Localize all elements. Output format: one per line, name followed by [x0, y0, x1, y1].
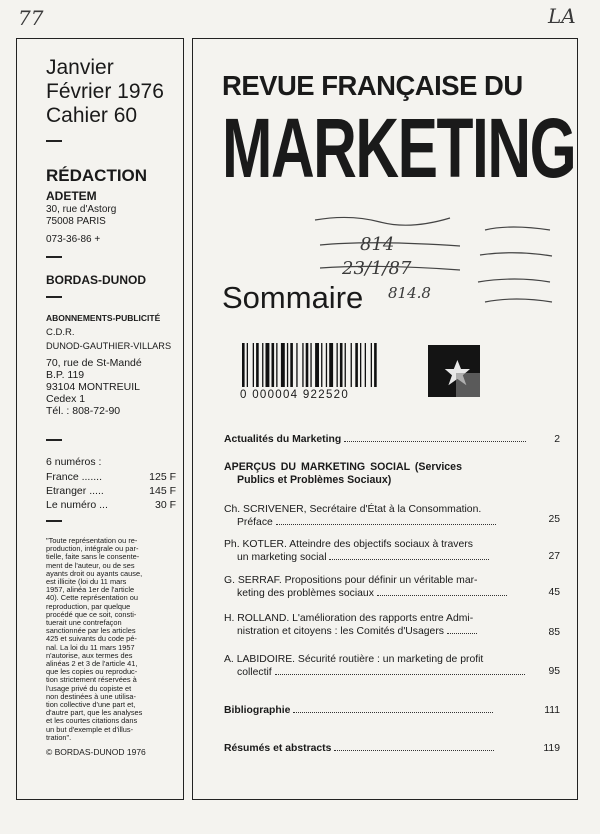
dot-leader — [344, 433, 526, 442]
legal-notice — [46, 537, 178, 742]
dot-leader — [276, 516, 496, 525]
toc-article[interactable] — [224, 503, 560, 529]
barcode-bar — [242, 343, 245, 387]
legal-notice-line: tion strictement réservées à — [46, 676, 137, 685]
toc-article-page: 85 — [548, 627, 560, 638]
toc-article-author-title: H. ROLLAND. L'amélioration des rapports entre Admi- — [224, 613, 474, 624]
barcode-bar — [302, 343, 303, 387]
toc-article-author-title: Ch. SCRIVENER, Secrétaire d'État à la Consommation. — [224, 504, 482, 515]
toc-article-author-title: G. SERRAF. Propositions pour définir un véritable mar- — [224, 575, 478, 586]
redaction-org: ADETEM — [46, 189, 97, 203]
logo-pattern — [456, 373, 480, 397]
divider — [46, 296, 62, 298]
toc-bibliography[interactable] — [224, 704, 560, 717]
redaction-address-1: 30, rue d'Astorg — [46, 204, 117, 215]
toc-article-page: 27 — [548, 551, 560, 562]
toc-article-page: 45 — [548, 587, 560, 598]
divider — [46, 140, 62, 142]
divider — [46, 256, 62, 258]
toc-abstracts-title: Résumés et abstracts — [224, 743, 332, 754]
barcode-bar — [374, 343, 377, 387]
toc-article-title-cont: Préface — [237, 517, 273, 528]
legal-notice-line: "Toute représentation ou re- — [46, 537, 138, 545]
barcode-bar — [315, 343, 319, 387]
toc-news[interactable] — [224, 433, 560, 446]
toc-abstracts[interactable] — [224, 742, 560, 755]
legal-notice-line: que les copies ou reproduc- — [46, 668, 138, 677]
legal-notice-line: non destinées à une utilisa- — [46, 692, 136, 701]
toc-bibliography-title: Bibliographie — [224, 705, 291, 716]
redaction-address-2: 75008 PARIS — [46, 216, 106, 227]
legal-notice-line: d'autre part, que les analyses — [46, 709, 143, 718]
journal-title: REVUE FRANÇAISE DU — [222, 70, 523, 101]
subscriptions-line-1: C.D.R. — [46, 327, 75, 338]
legal-notice-line: tielle, faite sans le consente- — [46, 553, 140, 562]
barcode-bar — [310, 343, 311, 387]
barcode-bar — [351, 343, 352, 387]
price-value: 145 F — [149, 485, 176, 497]
stamp-line — [485, 299, 552, 302]
toc-article-title-cont: nistration et citoyens : les Comités d'Usagers — [237, 626, 444, 637]
legal-notice-line: 1957, alinéa 1er de l'article — [46, 586, 135, 595]
barcode-bar — [272, 343, 275, 387]
legal-notice-line: tion collective d'une part et, — [46, 701, 136, 710]
prices-table — [46, 470, 176, 512]
toc-article-author-title: A. LABIDOIRE. Sécurité routière : un marketing de profit — [224, 654, 484, 665]
prices-heading: 6 numéros : — [46, 456, 102, 468]
divider — [46, 520, 62, 522]
barcode-bar — [253, 343, 254, 387]
legal-notice-line: et les courtes citations dans — [46, 717, 138, 726]
barcode-bar — [281, 343, 285, 387]
legal-notice-line: nal. La loi du 11 mars 1957 — [46, 643, 135, 652]
redaction-heading: RÉDACTION — [46, 166, 148, 185]
toc-section-line-2: Publics et Problèmes Sociaux) — [237, 474, 392, 486]
legal-notice-line: un but d'exemple et d'illus- — [46, 725, 134, 734]
dot-leader — [447, 625, 477, 634]
redaction-phone: 073-36-86 + — [46, 234, 101, 245]
barcode-bar — [296, 343, 297, 387]
publisher-logo — [428, 345, 480, 397]
toc-article-title-cont: un marketing social — [237, 552, 327, 563]
legal-notice-line: 425 et suivants du code pé- — [46, 635, 137, 644]
legal-notice-line: sanctionnée par les articles — [46, 627, 136, 636]
issue-month-year: Février 1976 — [46, 80, 164, 103]
copyright: © BORDAS-DUNOD 1976 — [46, 747, 146, 757]
subscriptions-heading: ABONNEMENTS-PUBLICITÉ — [46, 313, 161, 323]
legal-notice-line: reproduction, par quelque — [46, 602, 131, 611]
barcode-bar — [355, 343, 358, 387]
stamp-number: 814 — [360, 234, 395, 255]
subscriptions-address-4: Cedex 1 — [46, 393, 86, 405]
toc-section-heading — [224, 461, 554, 487]
barcode-bar — [266, 343, 270, 387]
toc-section-line-1: APERÇUS DU MARKETING SOCIAL (Services — [224, 461, 462, 473]
subscriptions-address-3: 93104 MONTREUIL — [46, 381, 140, 393]
barcode — [240, 343, 420, 389]
toc-article-page: 25 — [548, 514, 560, 525]
handwritten-corner-mark: LA — [548, 4, 576, 28]
handwritten-page-number: 77 — [18, 6, 44, 30]
toc-article[interactable] — [224, 612, 560, 638]
barcode-bar — [337, 343, 338, 387]
toc-article-title-cont: collectif — [237, 667, 272, 678]
barcode-bar — [371, 343, 372, 387]
price-label: Etranger ..... — [46, 485, 104, 497]
summary-heading: Sommaire — [222, 280, 364, 315]
barcode-bar — [256, 343, 259, 387]
subscriptions-address-1: 70, rue de St-Mandé — [46, 357, 142, 369]
dot-leader — [293, 704, 493, 713]
toc-article[interactable] — [224, 653, 560, 679]
subscriptions-address-2: B.P. 119 — [46, 369, 85, 381]
dot-leader — [377, 587, 507, 596]
barcode-bar — [365, 343, 366, 387]
barcode-bar — [360, 343, 361, 387]
barcode-bar — [326, 343, 327, 387]
legal-notice-line: tration". — [46, 733, 72, 742]
barcode-bar — [306, 343, 309, 387]
legal-notice-line: 40). Cette représentation ou — [46, 594, 139, 603]
price-row — [46, 498, 176, 512]
dot-leader — [329, 551, 489, 560]
legal-notice-line: n'autorise, aux termes des — [46, 651, 133, 660]
legal-notice-line: ment de l'auteur, ou de ses — [46, 561, 135, 570]
subscriptions-line-2: DUNOD-GAUTHIER-VILLARS — [46, 341, 172, 351]
toc-news-title: Actualités du Marketing — [224, 434, 342, 445]
toc-article[interactable] — [224, 574, 560, 600]
toc-news-page: 2 — [554, 434, 560, 445]
stamp-line — [485, 227, 550, 230]
barcode-bar — [329, 343, 333, 387]
toc-abstracts-page: 119 — [543, 743, 560, 754]
barcode-bar — [287, 343, 288, 387]
toc-article-page: 95 — [548, 666, 560, 677]
price-label: Le numéro ... — [46, 499, 108, 511]
barcode-bar — [247, 343, 248, 387]
stamp-line — [478, 279, 550, 282]
legal-notice-line: ayants droit ou ayants cause, — [46, 569, 143, 578]
stamp-line — [480, 253, 552, 256]
toc-bibliography-page: 111 — [544, 705, 560, 716]
legal-notice-line: l'usage privé du copiste et — [46, 684, 132, 693]
barcode-number: 0 000004 922520 — [240, 389, 350, 401]
barcode-bar — [262, 343, 263, 387]
issue-date — [46, 56, 181, 128]
divider — [46, 439, 62, 441]
toc-article-author-title: Ph. KOTLER. Atteindre des objectifs sociaux à travers — [224, 539, 473, 550]
legal-notice-line: tuerait une contrefaçon — [46, 619, 122, 628]
barcode-bar — [345, 343, 346, 387]
stamp-line — [315, 217, 450, 225]
price-row — [46, 470, 176, 484]
legal-notice-line: production, intégrale ou par- — [46, 545, 139, 554]
subscriptions-phone: Tél. : 808-72-90 — [46, 405, 121, 417]
toc-article-title-cont: keting des problèmes sociaux — [237, 588, 374, 599]
dot-leader — [275, 666, 525, 675]
price-label: France ....... — [46, 471, 103, 483]
price-value: 30 F — [154, 499, 176, 511]
price-row — [46, 484, 176, 498]
journal-name: MARKETING — [222, 101, 576, 195]
price-value: 125 F — [149, 471, 176, 483]
barcode-bar — [276, 343, 277, 387]
issue-month: Janvier — [46, 56, 114, 79]
legal-notice-line: est illicite (loi du 11 mars — [46, 578, 127, 587]
legal-notice-line: alinéas 2 et 3 de l'article 41, — [46, 660, 138, 669]
legal-notice-line: procédé que ce soit, consti- — [46, 610, 137, 619]
publisher-name: BORDAS-DUNOD — [46, 273, 146, 287]
stamp-date: 23/1/87 — [342, 258, 412, 279]
barcode-bar — [340, 343, 343, 387]
dot-leader — [334, 742, 494, 751]
issue-number: Cahier 60 — [46, 104, 138, 127]
stamp-code: 814.8 — [388, 284, 431, 302]
barcode-bar — [321, 343, 322, 387]
toc-article[interactable] — [224, 538, 560, 564]
barcode-bar — [290, 343, 293, 387]
